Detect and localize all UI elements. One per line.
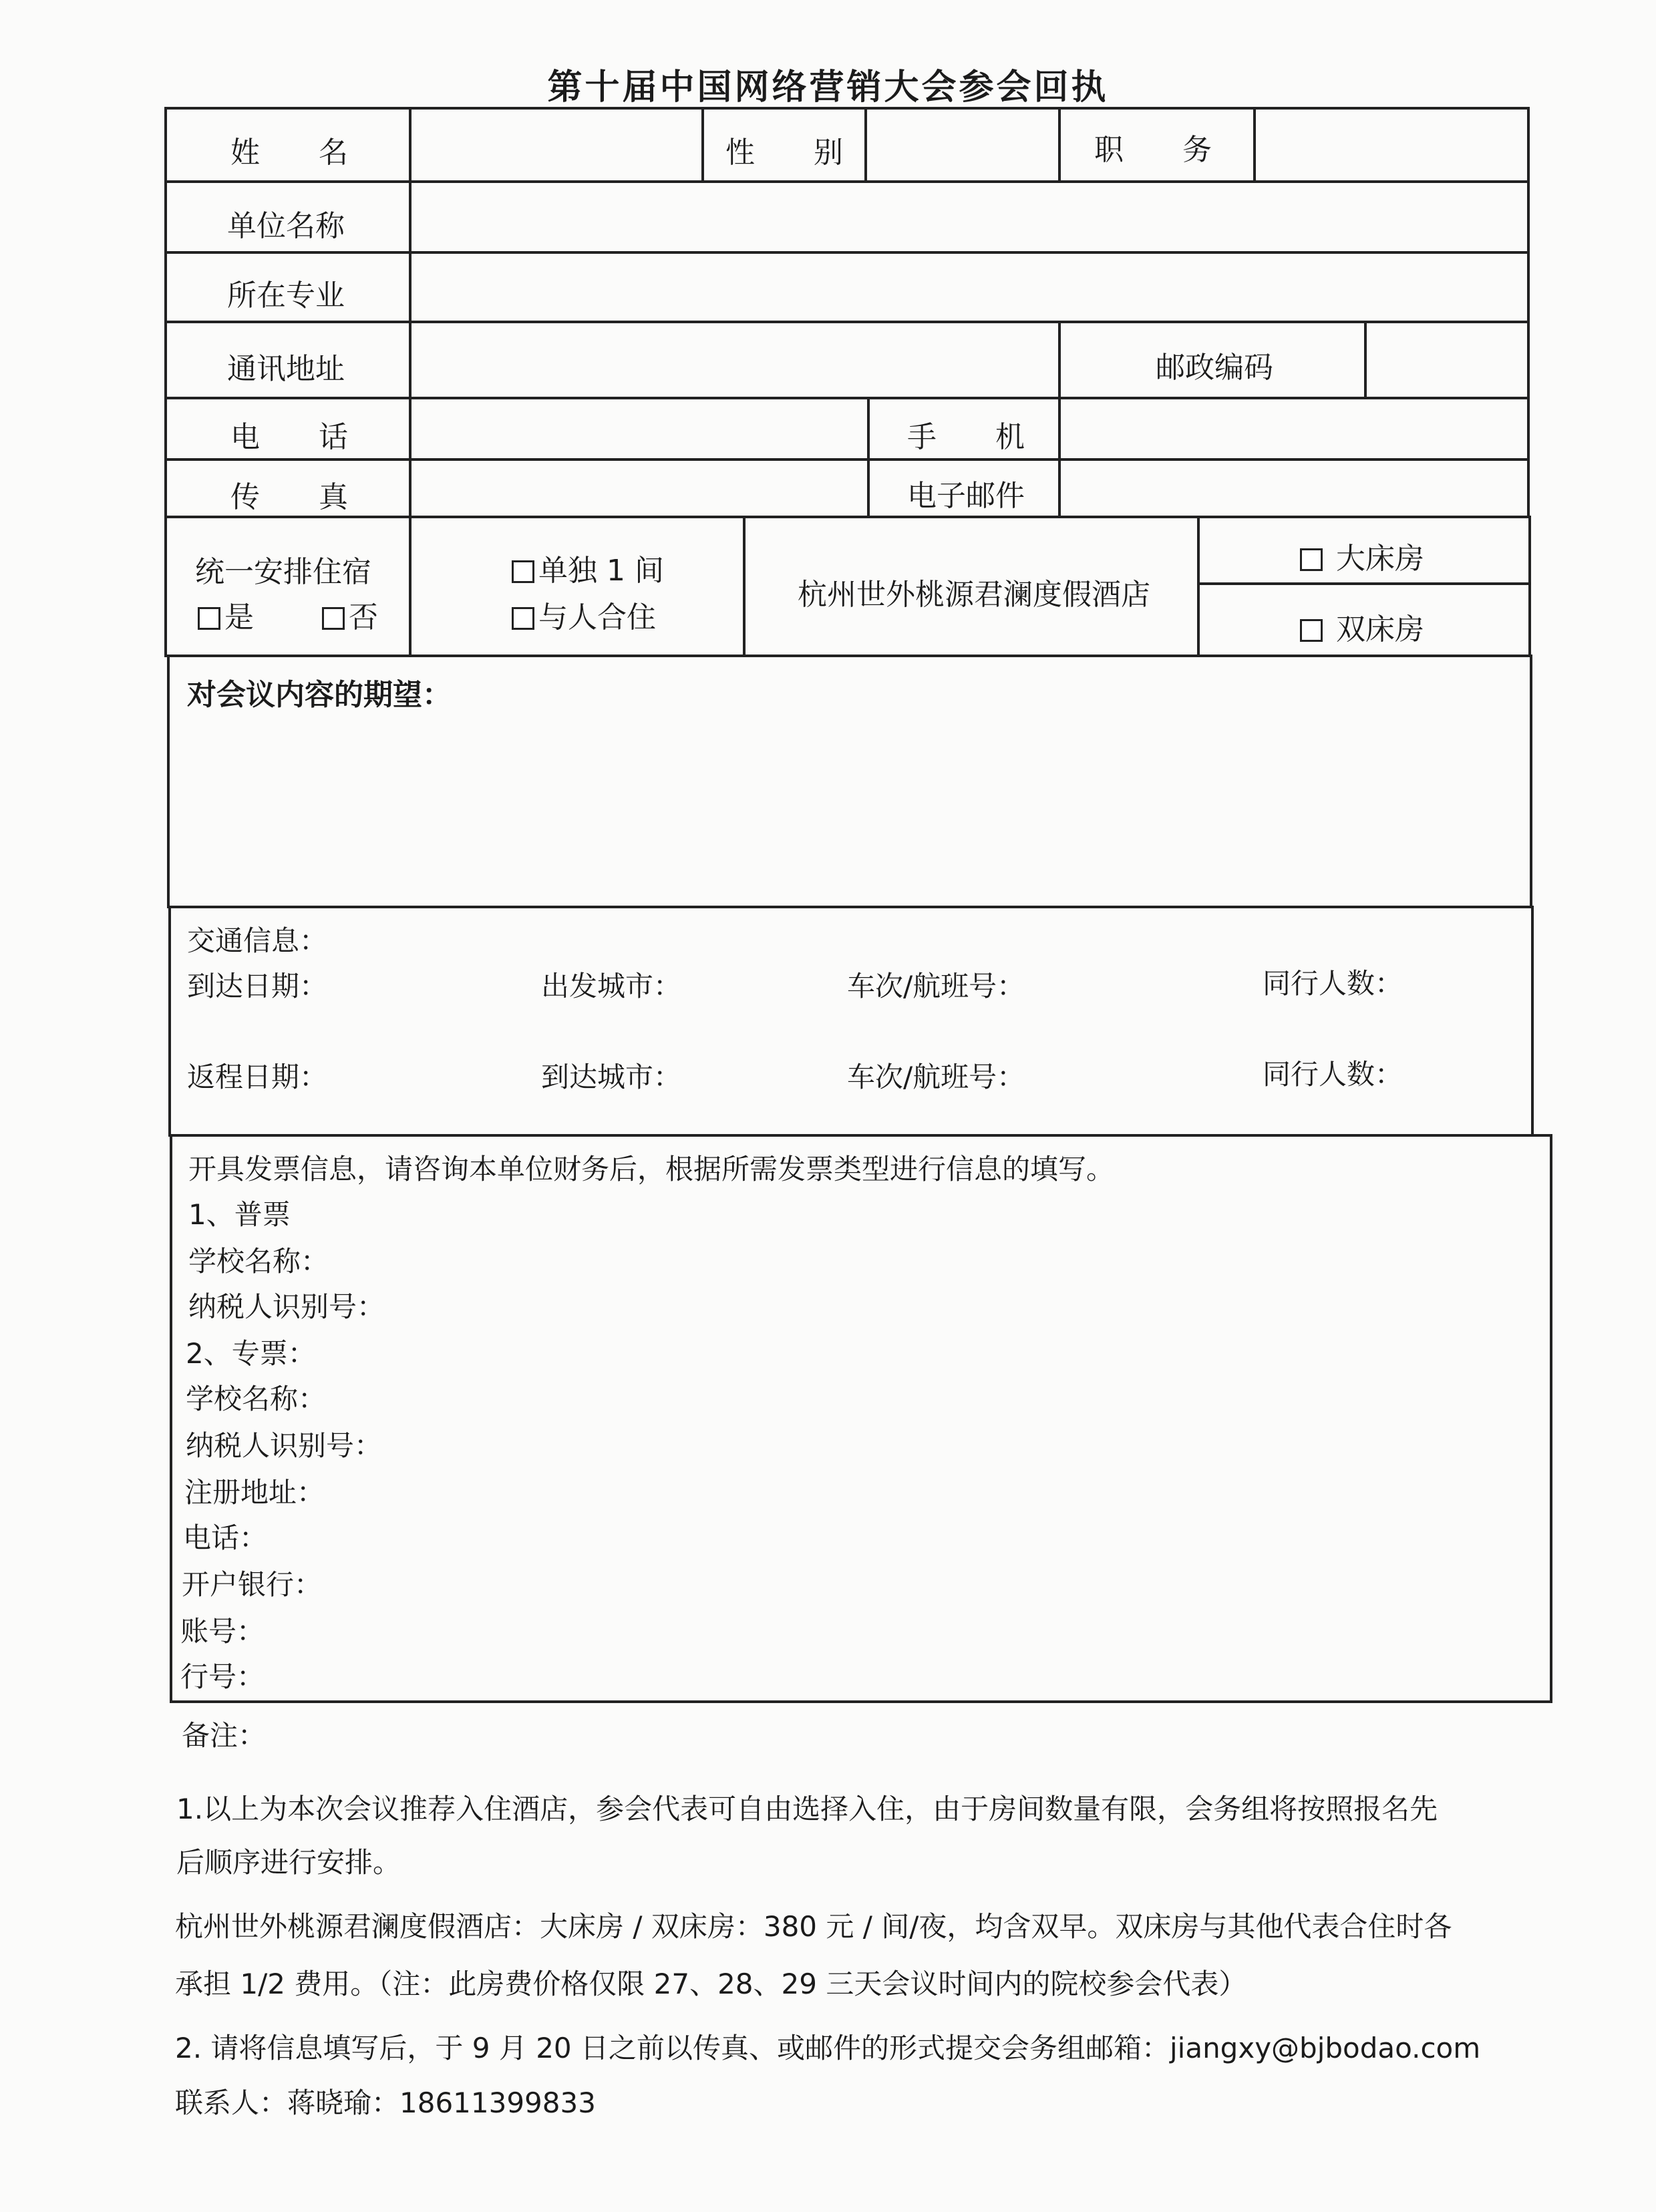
checkbox-icon[interactable] [1300, 548, 1323, 571]
invoice-normal-heading: 1、普票 [188, 1198, 291, 1231]
bank-label: 开户银行： [182, 1568, 323, 1601]
address-label-cell [164, 321, 411, 399]
contact-info: 联系人：蒋晓瑜：18611399833 [175, 2086, 596, 2119]
lodging-label: 统一安排住宿 [195, 555, 371, 589]
special-school-label: 学校名称： [186, 1382, 327, 1415]
checkbox-icon[interactable] [1300, 619, 1323, 642]
name-label-cell [164, 107, 411, 183]
email-field[interactable] [1058, 458, 1530, 518]
invoice-special-heading: 2、专票： [186, 1337, 316, 1370]
hotel-cell [743, 516, 1200, 657]
checkbox-icon[interactable] [512, 560, 534, 583]
checkbox-icon[interactable] [512, 607, 534, 630]
lodging-yes-label: 是 [224, 600, 254, 634]
postcode-label-cell [1058, 321, 1367, 399]
phone-label-cell [164, 397, 411, 461]
account-label: 账号： [180, 1615, 265, 1648]
twin-bed-cell [1197, 582, 1531, 657]
mobile-label: 手 机 [907, 420, 1025, 454]
traffic-section [168, 906, 1534, 1137]
invoice-section [170, 1134, 1552, 1703]
normal-tax-label: 纳税人识别号： [188, 1290, 385, 1323]
name-label: 姓 名 [230, 136, 348, 170]
phone-label: 电 话 [230, 420, 348, 454]
depart-city-label: 出发城市： [541, 970, 682, 1002]
gender-label-cell [701, 107, 867, 183]
big-bed-label: 大床房 [1336, 542, 1424, 576]
gender-field[interactable] [864, 107, 1061, 183]
position-field[interactable] [1253, 107, 1530, 183]
special-tax-label: 纳税人识别号： [186, 1429, 383, 1462]
return-companions-label: 同行人数： [1263, 1058, 1403, 1091]
postcode-label: 邮政编码 [1156, 351, 1273, 385]
address-label: 通讯地址 [227, 352, 345, 386]
mobile-field[interactable] [1058, 397, 1530, 461]
shared-room-option[interactable] [512, 593, 656, 636]
expectation-field[interactable] [167, 655, 1532, 908]
fax-label: 传 真 [230, 480, 348, 514]
traffic-heading: 交通信息： [187, 924, 328, 957]
single-room-option[interactable] [512, 546, 664, 589]
big-bed-option[interactable] [1300, 534, 1424, 577]
page-title: 第十届中国网络营销大会参会回执 [547, 67, 1109, 108]
unit-label: 单位名称 [227, 209, 345, 243]
return-train-label: 车次/航班号： [847, 1061, 1025, 1093]
name-field[interactable] [409, 107, 704, 183]
single-room-label: 单独 1 间 [538, 554, 664, 588]
normal-school-label: 学校名称： [188, 1245, 329, 1278]
major-label: 所在专业 [227, 279, 345, 313]
hotel-name: 杭州世外桃源君澜度假酒店 [798, 578, 1150, 612]
major-label-cell [164, 251, 411, 323]
lodging-no-option[interactable] [322, 593, 378, 636]
mobile-label-cell [867, 397, 1061, 461]
checkbox-icon[interactable] [322, 607, 345, 630]
email-label: 电子邮件 [907, 479, 1025, 513]
note-1-line-1: 1.以上为本次会议推荐入住酒店，参会代表可自由选择入住，由于房间数量有限，会务组将按照报名先 [176, 1793, 1438, 1825]
big-bed-cell [1197, 516, 1531, 585]
unit-field[interactable] [409, 180, 1530, 254]
return-date-label: 返程日期： [187, 1061, 328, 1093]
note-3: 2. 请将信息填写后，于 9 月 20 日之前以传真、或邮件的形式提交会务组邮箱：jiangxy@bjbodao.com [175, 2032, 1481, 2064]
lodging-yes-option[interactable] [198, 593, 254, 636]
reg-address-label: 注册地址： [184, 1476, 325, 1509]
arrive-city-label: 到达城市： [541, 1061, 682, 1093]
gender-label: 性 别 [725, 136, 843, 170]
note-1-line-2: 后顺序进行安排。 [176, 1846, 401, 1879]
invoice-phone-label: 电话： [183, 1521, 268, 1554]
note-2-line-1: 杭州世外桃源君澜度假酒店：大床房 / 双床房：380 元 / 间/夜，均含双早。双床房与其他代表合住时各 [175, 1910, 1452, 1943]
invoice-intro: 开具发票信息，请咨询本单位财务后，根据所需发票类型进行信息的填写。 [188, 1153, 1115, 1185]
expectation-label: 对会议内容的期望： [187, 678, 452, 712]
bank-number-label: 行号： [180, 1660, 265, 1693]
major-field[interactable] [409, 251, 1530, 323]
twin-bed-label: 双床房 [1336, 612, 1424, 647]
note-2-line-2: 承担 1/2 费用。（注：此房费价格仅限 27、28、29 三天会议时间内的院校参会代表） [175, 1968, 1247, 2000]
phone-field[interactable] [409, 397, 870, 461]
fax-field[interactable] [409, 458, 870, 518]
position-label-cell [1058, 107, 1256, 183]
lodging-no-label: 否 [349, 600, 378, 634]
train-number-label: 车次/航班号： [847, 970, 1025, 1002]
fax-label-cell [164, 458, 411, 518]
twin-bed-option[interactable] [1300, 605, 1424, 648]
shared-room-label: 与人合住 [538, 600, 656, 634]
address-field[interactable] [409, 321, 1061, 399]
postcode-field[interactable] [1364, 321, 1530, 399]
email-label-cell [867, 458, 1061, 518]
companions-label: 同行人数： [1263, 967, 1403, 1000]
arrive-date-label: 到达日期： [187, 970, 328, 1002]
checkbox-icon[interactable] [198, 607, 220, 630]
notes-heading: 备注： [182, 1719, 267, 1752]
position-label: 职 务 [1094, 133, 1212, 167]
unit-label-cell [164, 180, 411, 254]
